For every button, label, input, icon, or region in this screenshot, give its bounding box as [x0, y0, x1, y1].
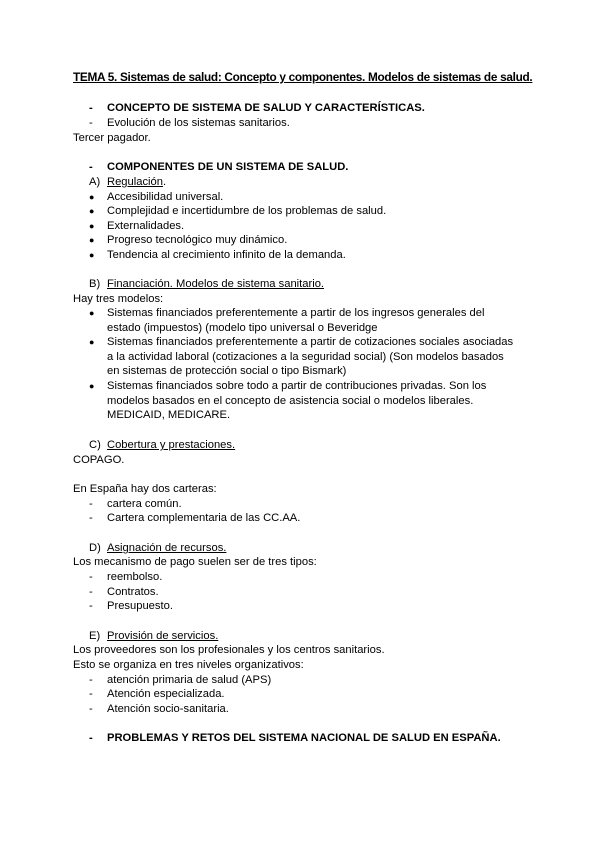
dash-marker: -	[89, 102, 93, 114]
intro-text: Hay tres modelos:	[73, 293, 164, 305]
list-item-text: atención primaria de salud (APS)	[107, 674, 272, 686]
bullet-marker: ●	[89, 235, 95, 245]
dash-marker: -	[89, 600, 93, 612]
section-heading-text: PROBLEMAS Y RETOS DEL SISTEMA NACIONAL DE SALUD EN ESPAÑA.	[107, 732, 501, 744]
dash-marker: -	[89, 117, 93, 129]
dash-marker: -	[89, 161, 93, 173]
dash-marker: -	[89, 498, 93, 510]
letter-marker: A)	[89, 176, 101, 188]
intro-text: Los proveedores son los profesionales y los centros sanitarios.	[73, 644, 385, 656]
list-item-text: Sistemas financiados preferentemente a partir de cotizaciones sociales asociadas a la actividad laboral (cotizaciones a la seguridad social) (Son modelos basados en sistemas de protección social o tipo Bismark)	[107, 336, 514, 377]
intro-text: Los mecanismo de pago suelen ser de tres tipos:	[73, 556, 317, 568]
list-item-text: Accesibilidad universal.	[107, 191, 224, 203]
list-item-text: Externalidades.	[107, 220, 185, 232]
dash-marker: -	[89, 732, 93, 744]
dash-marker: -	[89, 703, 93, 715]
letter-marker: C)	[89, 439, 101, 451]
subsection-label: Cobertura y prestaciones.	[107, 439, 236, 451]
note-text: COPAGO.	[73, 454, 125, 466]
letter-marker: D)	[89, 542, 101, 554]
list-item-text: Complejidad e incertidumbre de los problemas de salud.	[107, 205, 387, 217]
subsection-label: Regulación	[107, 176, 163, 188]
subsection-label: Financiación. Modelos de sistema sanitario.	[107, 278, 325, 290]
bullet-marker: ●	[89, 308, 95, 318]
dash-marker: -	[89, 586, 93, 598]
bullet-marker: ●	[89, 221, 95, 231]
dash-marker: -	[89, 688, 93, 700]
bullet-marker: ●	[89, 206, 95, 216]
dash-marker: -	[89, 571, 93, 583]
dash-marker: -	[89, 674, 93, 686]
list-item-text: Tendencia al crecimiento infinito de la demanda.	[107, 249, 346, 261]
list-item-text: Sistemas financiados sobre todo a partir de contribuciones privadas. Son los modelos basados en el concepto de asistencia social o modelos liberales. MEDICAID, MEDICARE.	[107, 380, 487, 421]
bullet-marker: ●	[89, 250, 95, 260]
bullet-marker: ●	[89, 192, 95, 202]
bullet-marker: ●	[89, 337, 95, 347]
bullet-marker: ●	[89, 381, 95, 391]
list-item-text: Progreso tecnológico muy dinámico.	[107, 234, 288, 246]
document-page: TEMA 5. Sistemas de salud: Concepto y componentes. Modelos de sistemas de salud. - CONCEPTO DE SISTEMA DE SALUD Y CARACTERÍSTICAS. - Evolución de los sistemas sanitarios. Tercer pagador. - COMPONENTES DE UN SISTEMA DE SALUD. A) Regulación . ● Accesibilidad universal. ● Complejidad e incertidumbre de los problemas de salud. ● Externalidades. ● Progreso tecnológico muy dinámico. ● Tendencia al crecimiento infinito de la demanda. B) Financiación. Modelos de sistema sanitario. Hay tres modelos: ● Sistemas financiados preferentemente a partir de los ingresos generales del estado (impuestos) (modelo tipo universal o Beveridge ● Sistemas financiados preferentemente a partir de cotizaciones sociales asociadas a la actividad laboral (cotizaciones a la seguridad social) (Son modelos basados en sistemas de protección social o tipo Bismark) ● Sistemas financiados sobre todo a partir de contribuciones privadas. Son los modelos basados en el concepto de asistencia social o modelos liberales. MEDICAID, MEDICARE. C) Cobertura y prestaciones. COPAGO. En España hay dos carteras: - cartera común. - Cartera complementaria de las CC.AA. D) Asignación de recursos. Los mecanismo de pago suelen ser de tres tipos: - reembolso. - Contratos. - Presupuesto. E) Provisión de servicios. Los proveedores son los profesionales y los centros sanitarios. Esto se organiza en tres niveles organizativos: - atención primaria de salud (APS) - Atención especializada. - Atención socio-sanitaria. - PROBLEMAS Y RETOS DEL SISTEMA NACIONAL DE SALUD EN ESPAÑA.	[0, 0, 600, 848]
intro-text: Esto se organiza en tres niveles organizativos:	[73, 659, 304, 671]
list-item-text: Atención especializada.	[107, 688, 225, 700]
list-item-text: Contratos.	[107, 586, 159, 598]
list-item-text: Cartera complementaria de las CC.AA.	[107, 512, 301, 524]
intro-text: En España hay dos carteras:	[73, 483, 217, 495]
list-item-text: Sistemas financiados preferentemente a partir de los ingresos generales del estado (impuestos) (modelo tipo universal o Beveridge	[107, 307, 485, 334]
list-item-text: reembolso.	[107, 571, 163, 583]
list-item-text: Evolución de los sistemas sanitarios.	[107, 117, 290, 129]
section-heading-text: COMPONENTES DE UN SISTEMA DE SALUD.	[107, 161, 349, 173]
note-text: Tercer pagador.	[73, 132, 151, 144]
page-title: TEMA 5. Sistemas de salud: Concepto y componentes. Modelos de sistemas de salud.	[73, 70, 533, 84]
subsection-label: Provisión de servicios.	[107, 630, 219, 642]
dash-marker: -	[89, 512, 93, 524]
list-item-text: Atención socio-sanitaria.	[107, 703, 229, 715]
list-item-text: Presupuesto.	[107, 600, 173, 612]
list-item-text: cartera común.	[107, 498, 182, 510]
subsection-label: Asignación de recursos.	[107, 542, 227, 554]
section-heading-text: CONCEPTO DE SISTEMA DE SALUD Y CARACTERÍSTICAS.	[107, 102, 425, 114]
letter-marker: B)	[89, 278, 101, 290]
letter-marker: E)	[89, 630, 101, 642]
